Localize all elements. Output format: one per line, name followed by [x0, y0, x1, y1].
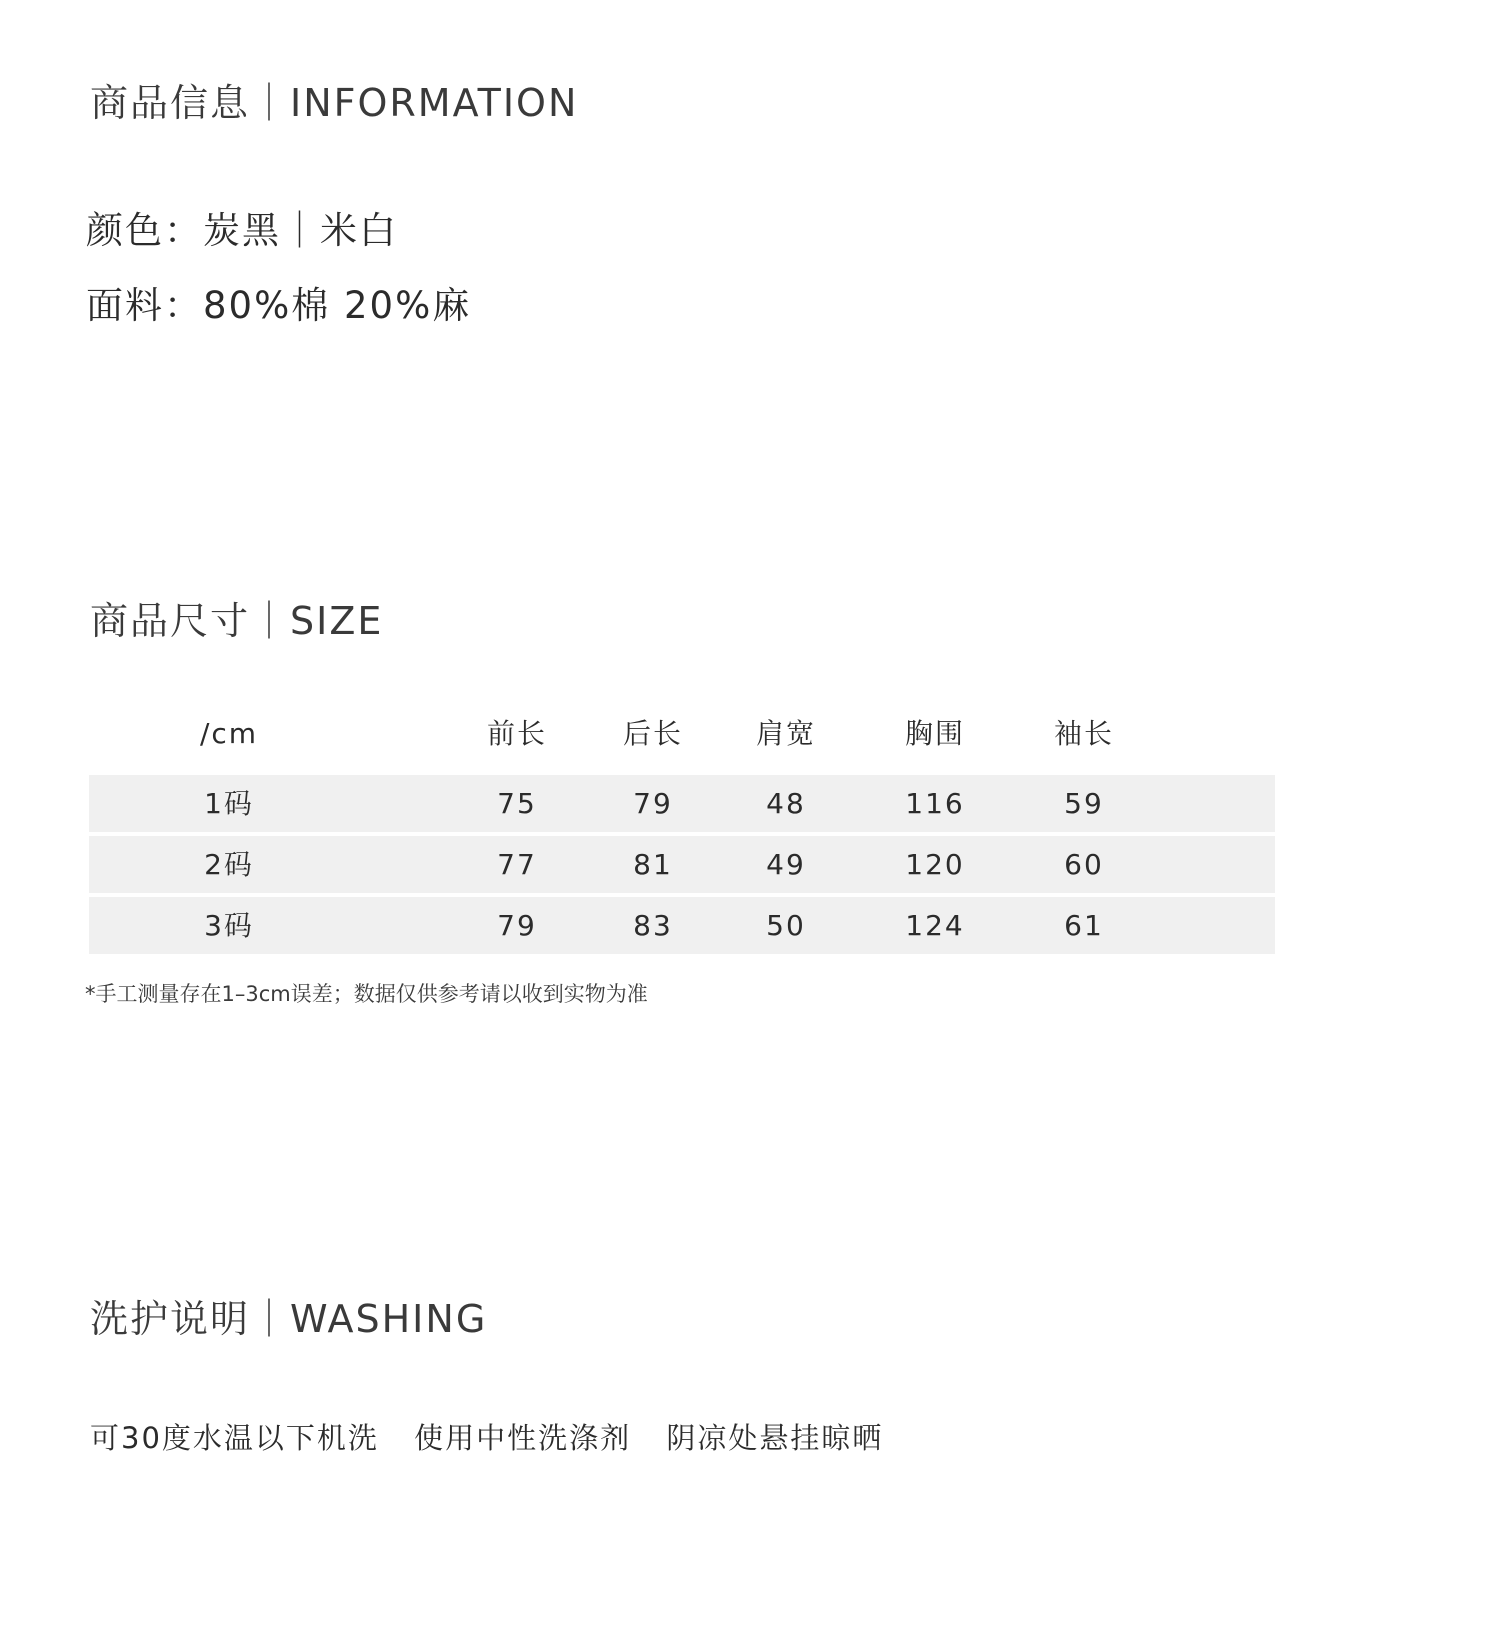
washing-title: 洗护说明｜WASHING — [90, 1297, 488, 1341]
table-row — [89, 897, 1275, 954]
size-table — [89, 706, 1275, 958]
front-length-value: 75 — [497, 787, 537, 820]
fabric-line: 面料：80%棉 20%麻 — [86, 284, 472, 327]
shoulder-width-value: 49 — [766, 848, 806, 881]
information-title: 商品信息｜INFORMATION — [90, 81, 579, 125]
chest-value: 116 — [905, 787, 965, 820]
size-title: 商品尺寸｜SIZE — [90, 599, 384, 643]
color-line: 颜色：炭黑｜米白 — [86, 209, 398, 252]
front-length-value: 77 — [497, 848, 537, 881]
shoulder-width-value: 50 — [766, 909, 806, 942]
sleeve-length-value: 59 — [1064, 787, 1104, 820]
sleeve-length-value: 60 — [1064, 848, 1104, 881]
back-length-value: 81 — [633, 848, 673, 881]
table-row — [89, 775, 1275, 832]
washing-item-detergent: 使用中性洗涤剂 — [414, 1421, 632, 1455]
back-length-value: 79 — [633, 787, 673, 820]
chest-value: 120 — [905, 848, 965, 881]
shoulder-width-value: 48 — [766, 787, 806, 820]
header-shoulder-width: 肩宽 — [755, 717, 817, 750]
size-table-header — [89, 706, 1275, 762]
measurement-note: *手工测量存在1–3cm误差；数据仅供参考请以收到实物为准 — [85, 982, 648, 1006]
header-sleeve-length: 袖长 — [1053, 717, 1115, 750]
sleeve-length-value: 61 — [1064, 909, 1104, 942]
front-length-value: 79 — [497, 909, 537, 942]
header-unit: /cm — [199, 717, 259, 750]
washing-item-machine-wash: 可30度水温以下机洗 — [90, 1421, 379, 1455]
header-back-length: 后长 — [622, 717, 684, 750]
back-length-value: 83 — [633, 909, 673, 942]
size-label: 2码 — [204, 848, 254, 881]
washing-item-drying: 阴凉处悬挂晾晒 — [666, 1421, 884, 1455]
size-label: 1码 — [204, 787, 254, 820]
header-front-length: 前长 — [486, 717, 548, 750]
table-row — [89, 836, 1275, 893]
size-label: 3码 — [204, 909, 254, 942]
header-chest: 胸围 — [904, 717, 966, 750]
chest-value: 124 — [905, 909, 965, 942]
washing-instructions — [90, 1416, 907, 1457]
